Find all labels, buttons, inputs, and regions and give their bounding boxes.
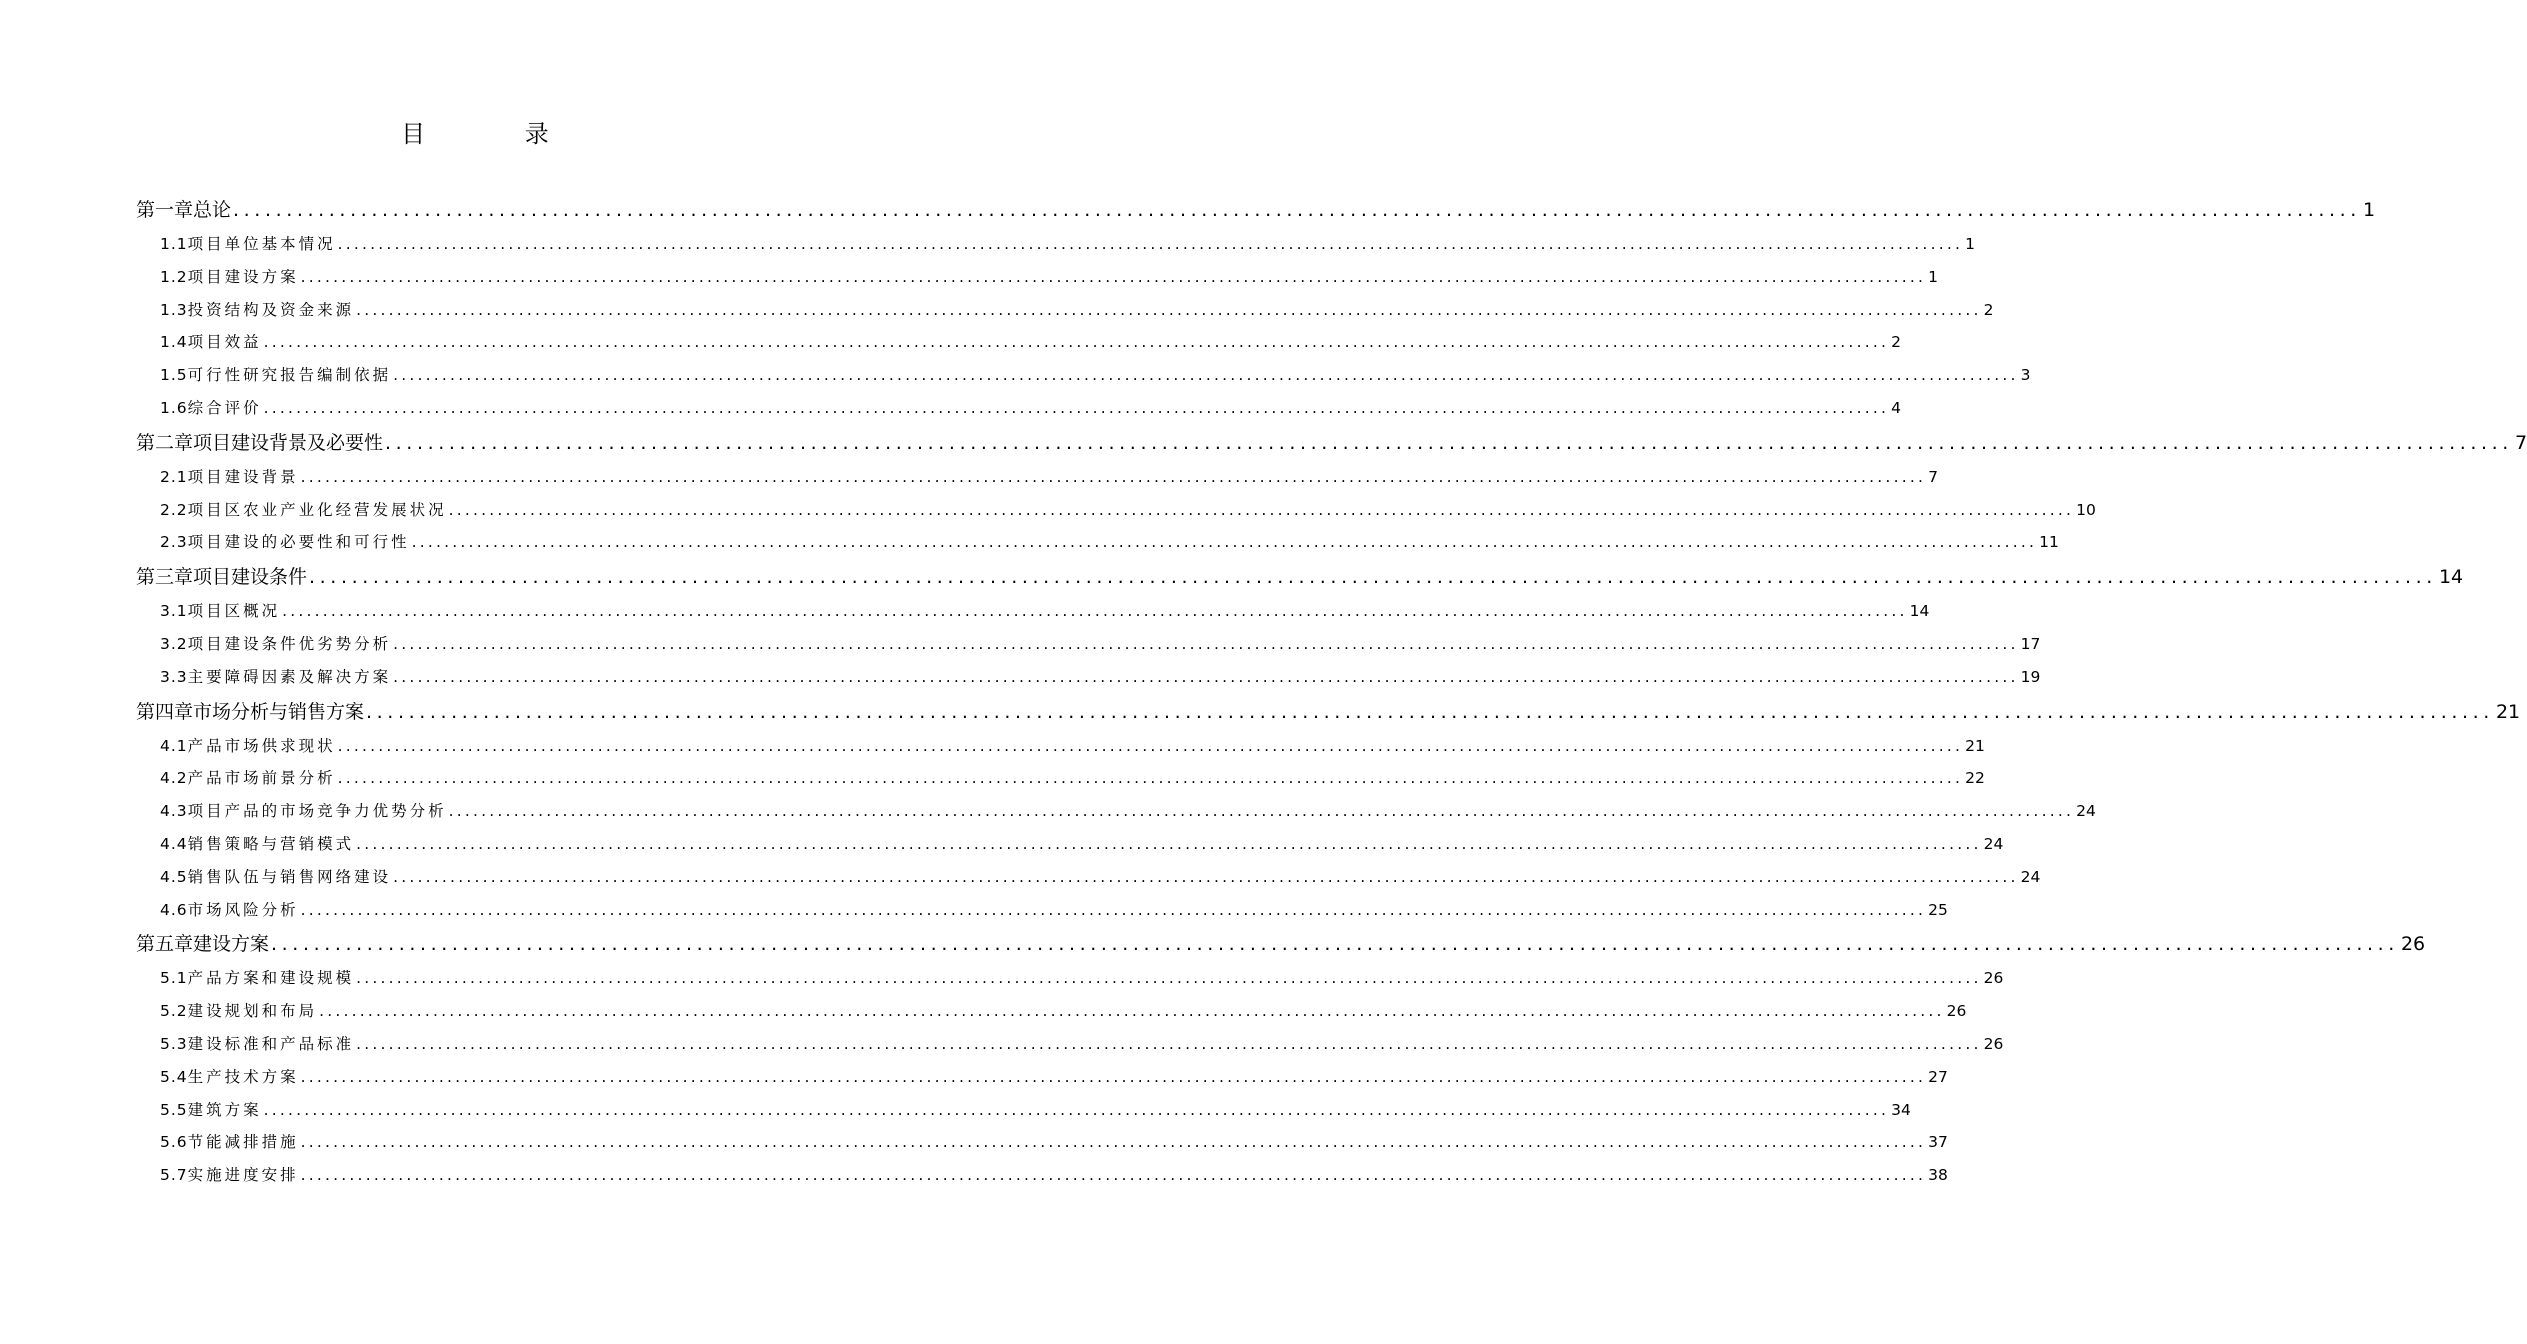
toc-entry-page-number: 3 [2020,366,2031,385]
toc-entry-title: 销售策略与营销模式 [187,834,355,853]
toc-entry-number: 5.3 [160,1034,188,1053]
toc-dot-leader: ........................................................................................................................................................................................................ [393,634,2019,653]
toc-entry-title: 生产技术方案 [187,1067,299,1086]
toc-entry-page-number: 21 [1965,736,1985,755]
toc-entry-number: 4.4 [160,834,188,853]
toc-section-entry[interactable] [136,294,1994,327]
toc-entry-page-number: 26 [1983,1034,2004,1053]
toc-section-entry[interactable] [136,628,2041,661]
toc-entry-page-number: 2 [1891,333,1901,352]
toc-dot-leader: ........................................................................................................................................................................................................ [448,500,2075,519]
toc-entry-page-number: 21 [2495,700,2521,723]
toc-section-entry[interactable] [136,962,2004,995]
toc-dot-leader: ........................................................................................................................................................................................................ [282,602,1908,621]
toc-dot-leader: ........................................................................................................................................................................................................ [263,333,1890,352]
toc-section-entry[interactable] [136,595,1930,628]
toc-dot-leader: ........................................................................................................................................................................................................ [300,267,1927,286]
toc-entry-number: 4.3 [160,802,188,821]
toc-entry-number: 第五章 [136,933,194,956]
toc-entry-number: 4.6 [160,900,188,919]
toc-entry-title: 市场风险分析 [187,900,299,919]
toc-dot-leader: ........................................................................................................................................................................................................ [393,667,2019,686]
toc-section-entry[interactable] [136,995,1967,1028]
toc-entry-page-number: 24 [1983,834,2004,853]
toc-chapter-entry[interactable] [136,192,2376,228]
toc-entry-title: 实施进度安排 [187,1166,299,1185]
toc-dot-leader: ........................................................................................................................................................................................................ [385,431,2513,454]
toc-entry-page-number: 19 [2020,667,2041,686]
toc-entry-page-number: 17 [2020,634,2041,653]
toc-entry-number: 5.1 [160,969,188,988]
toc-entry-title: 主要障碍因素及解决方案 [187,667,392,686]
toc-dot-leader: ........................................................................................................................................................................................................ [300,467,1927,486]
toc-chapter-entry[interactable] [136,926,2426,962]
toc-entry-title: 建设规划和布局 [187,1002,318,1021]
toc-entry-number: 5.4 [160,1067,188,1086]
toc-dot-leader: ........................................................................................................................................................................................................ [309,566,2437,589]
toc-section-entry[interactable] [136,795,2096,828]
toc-dot-leader: ........................................................................................................................................................................................................ [300,1166,1927,1185]
toc-entry-title: 项目区农业产业化经营发展状况 [187,500,447,519]
toc-entry-page-number: 7 [2514,431,2527,454]
toc-dot-leader: ........................................................................................................................................................................................................ [337,235,1964,253]
toc-entry-title: 项目建设条件优劣势分析 [187,634,392,653]
toc-entry-number: 4.1 [160,736,188,755]
toc-entry-page-number: 26 [1983,969,2004,988]
toc-entry-title: 建设方案 [193,933,270,956]
toc-dot-leader: ........................................................................................................................................................................................................ [393,366,2019,385]
toc-entry-number: 1.5 [160,366,188,385]
toc-chapter-entry[interactable] [136,559,2464,595]
toc-section-entry[interactable] [136,1094,1911,1127]
toc-section-entry[interactable] [136,494,2096,527]
toc-entry-number: 1.4 [160,333,188,352]
toc-entry-page-number: 2 [1983,300,1994,319]
toc-entry-number: 4.5 [160,867,188,886]
toc-dot-leader: ........................................................................................................................................................................................................ [356,969,1982,988]
toc-entry-title: 项目区概况 [187,602,281,621]
toc-dot-leader: ........................................................................................................................................................................................................ [300,1067,1927,1086]
toc-section-entry[interactable] [136,828,2004,861]
toc-entry-number: 4.2 [160,769,188,788]
table-of-contents [136,192,2527,1192]
toc-entry-number: 2.2 [160,500,188,519]
toc-entry-number: 1.6 [160,398,188,417]
toc-dot-leader: ........................................................................................................................................................................................................ [356,1034,1982,1053]
toc-entry-number: 5.7 [160,1166,188,1185]
toc-entry-page-number: 1 [2362,199,2376,221]
toc-section-entry[interactable] [136,730,1985,763]
toc-entry-title: 销售队伍与销售网络建设 [187,867,392,886]
toc-entry-title: 项目建设背景 [187,467,299,486]
toc-section-entry[interactable] [136,1061,1948,1094]
toc-entry-number: 1.1 [160,235,188,253]
toc-dot-leader: ........................................................................................................................................................................................................ [448,802,2075,821]
toc-dot-leader: ........................................................................................................................................................................................................ [337,736,1964,755]
toc-entry-page-number: 11 [2039,533,2059,552]
toc-entry-title: 项目建设的必要性和可行性 [187,533,410,552]
toc-dot-leader: ........................................................................................................................................................................................................ [319,1002,1945,1021]
toc-entry-page-number: 38 [1928,1166,1948,1185]
toc-entry-title: 产品方案和建设规模 [187,969,355,988]
toc-section-entry[interactable] [136,894,1948,927]
toc-dot-leader: ........................................................................................................................................................................................................ [263,1100,1890,1119]
toc-entry-title: 总论 [193,199,232,221]
toc-entry-page-number: 26 [2400,933,2426,956]
toc-entry-page-number: 14 [1909,602,1930,621]
toc-entry-title: 项目建设背景及必要性 [193,431,384,454]
toc-entry-title: 项目效益 [187,333,262,352]
toc-section-entry[interactable] [136,762,1985,795]
toc-entry-number: 2.1 [160,467,188,486]
page-title: 目 录 [401,120,595,148]
toc-dot-leader: ........................................................................................................................................................................................................ [356,834,1982,853]
toc-entry-page-number: 4 [1891,398,1901,417]
toc-section-entry[interactable] [136,1126,1948,1159]
toc-entry-title: 项目建设方案 [187,267,299,286]
toc-entry-number: 1.3 [160,300,188,319]
toc-chapter-entry[interactable] [136,694,2521,730]
toc-section-entry[interactable] [136,261,1938,294]
toc-entry-number: 5.5 [160,1100,188,1119]
toc-dot-leader: ........................................................................................................................................................................................................ [337,769,1964,788]
toc-entry-number: 2.3 [160,533,188,552]
toc-entry-page-number: 34 [1891,1100,1911,1119]
toc-entry-number: 3.2 [160,634,188,653]
toc-entry-page-number: 26 [1946,1002,1967,1021]
toc-entry-page-number: 24 [2020,867,2041,886]
toc-section-entry[interactable] [136,1028,2004,1061]
toc-entry-title: 综合评价 [187,398,262,417]
toc-dot-leader: ........................................................................................................................................................................................................ [300,1133,1927,1152]
toc-dot-leader: ........................................................................................................................................................................................................ [411,533,2038,552]
toc-entry-page-number: 7 [1928,467,1938,486]
toc-entry-title: 产品市场供求现状 [187,736,336,755]
toc-entry-title: 建设标准和产品标准 [187,1034,355,1053]
toc-chapter-entry[interactable] [136,425,2527,461]
toc-entry-page-number: 25 [1928,900,1948,919]
toc-entry-page-number: 22 [1965,769,1985,788]
toc-entry-number: 1.2 [160,267,188,286]
toc-dot-leader: ........................................................................................................................................................................................................ [233,199,2361,221]
toc-dot-leader: ........................................................................................................................................................................................................ [300,900,1927,919]
toc-entry-number: 第一章 [136,199,194,221]
toc-section-entry[interactable] [136,228,1975,261]
toc-entry-number: 5.6 [160,1133,188,1152]
toc-entry-page-number: 37 [1928,1133,1948,1152]
toc-entry-page-number: 10 [2076,500,2096,519]
toc-entry-page-number: 27 [1928,1067,1948,1086]
toc-entry-number: 3.3 [160,667,188,686]
toc-section-entry[interactable] [136,861,2041,894]
toc-section-entry[interactable] [136,526,2059,559]
toc-entry-page-number: 14 [2438,566,2464,589]
toc-section-entry[interactable] [136,392,1901,425]
toc-entry-title: 节能减排措施 [187,1133,299,1152]
toc-entry-title: 产品市场前景分析 [187,769,336,788]
toc-entry-title: 项目产品的市场竞争力优势分析 [187,802,447,821]
toc-dot-leader: ........................................................................................................................................................................................................ [393,867,2019,886]
toc-entry-number: 第三章 [136,566,194,589]
toc-entry-number: 第四章 [136,700,194,723]
toc-entry-page-number: 1 [1965,235,1975,253]
toc-entry-number: 第二章 [136,431,194,454]
toc-dot-leader: ........................................................................................................................................................................................................ [356,300,1982,319]
toc-entry-title: 投资结构及资金来源 [187,300,355,319]
toc-entry-title: 可行性研究报告编制依据 [187,366,392,385]
toc-entry-title: 项目建设条件 [193,566,308,589]
toc-entry-number: 5.2 [160,1002,188,1021]
toc-dot-leader: ........................................................................................................................................................................................................ [263,398,1890,417]
toc-section-entry[interactable] [136,461,1938,494]
toc-section-entry[interactable] [136,359,2031,392]
toc-entry-title: 市场分析与销售方案 [193,700,365,723]
toc-section-entry[interactable] [136,1159,1948,1192]
toc-entry-page-number: 1 [1928,267,1938,286]
toc-entry-page-number: 24 [2076,802,2096,821]
toc-section-entry[interactable] [136,326,1901,359]
toc-section-entry[interactable] [136,661,2041,694]
toc-entry-number: 3.1 [160,602,188,621]
toc-dot-leader: ........................................................................................................................................................................................................ [366,700,2494,723]
toc-dot-leader: ........................................................................................................................................................................................................ [271,933,2399,956]
toc-entry-title: 项目单位基本情况 [187,235,336,253]
toc-entry-title: 建筑方案 [187,1100,262,1119]
